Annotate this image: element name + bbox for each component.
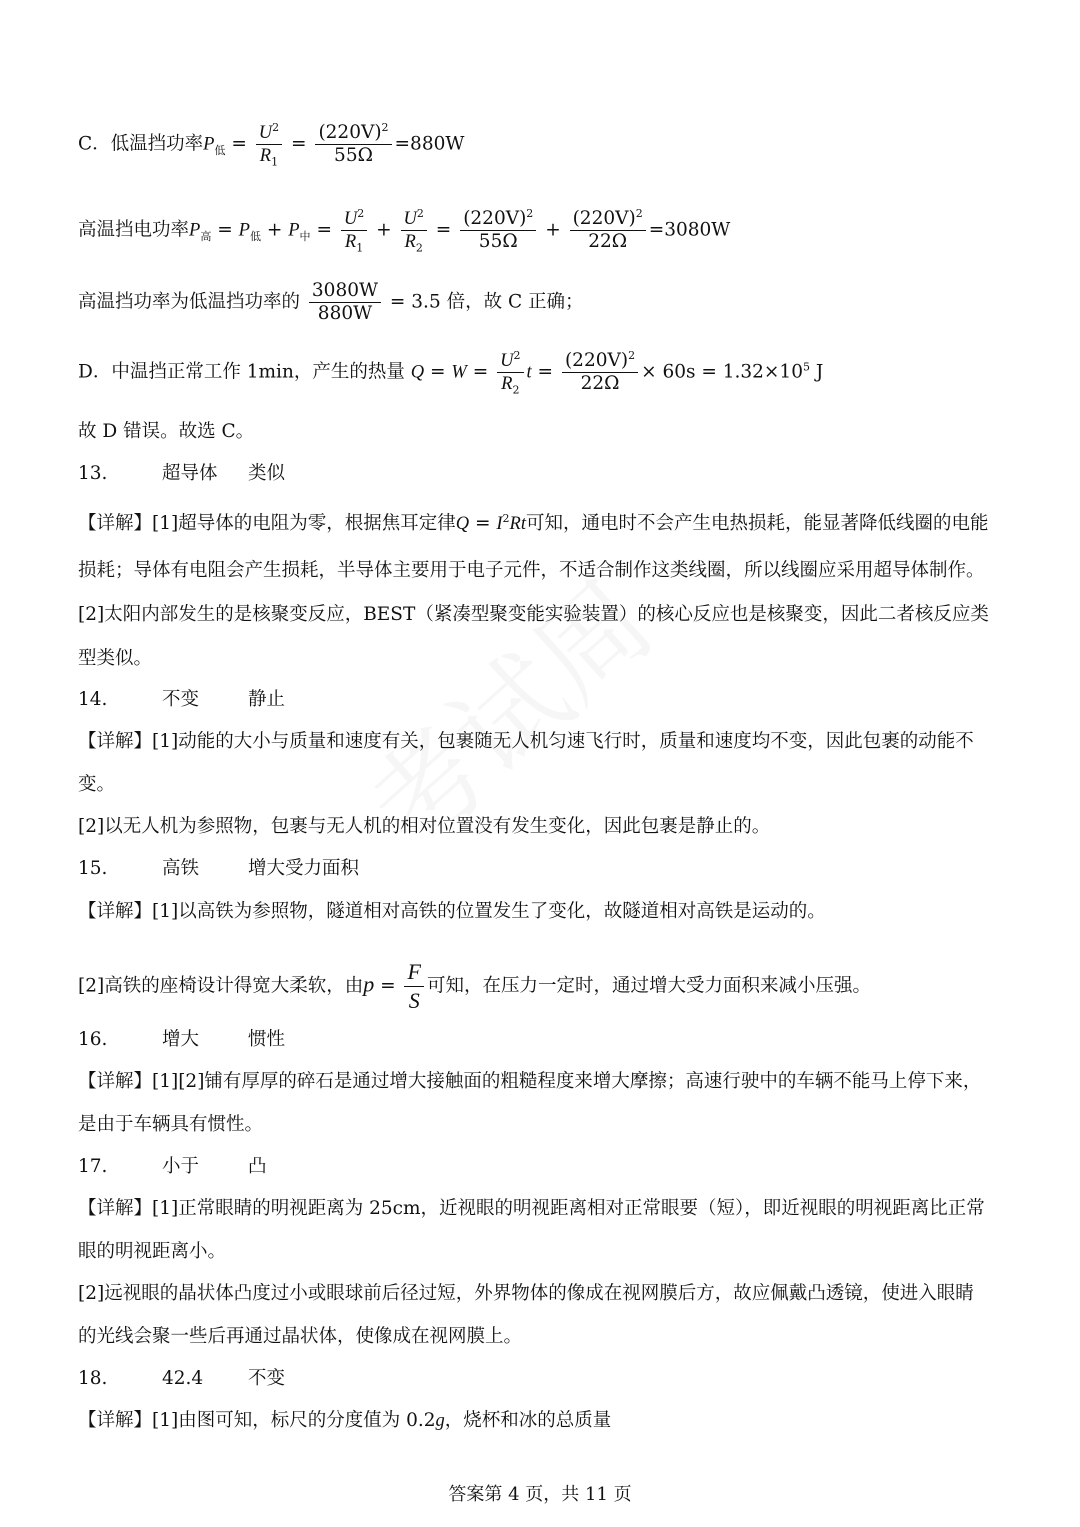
q13-detail-4: 型类似。 — [78, 648, 153, 669]
q15-detail-2: [2]高铁的座椅设计得宽大柔软，由p = $\frac{F}{S}$ 可知，在压力一定时，通过增大受力面积来减小压强。 — [78, 959, 871, 1013]
q13-detail-3: [2]太阳内部发生的是核聚变反应，BEST（紧凑型聚变能实验装置）的核心反应也是核聚变，因此二者核反应类 — [78, 604, 989, 625]
q14-detail-2: 变。 — [78, 774, 116, 795]
q17-answer: 17. 小于 凸 — [78, 1156, 267, 1177]
q14-detail-3: [2]以无人机为参照物，包裹与无人机的相对位置没有发生变化，因此包裹是静止的。 — [78, 816, 771, 837]
q17-detail-3: [2]远视眼的晶状体凸度过小或眼球前后径过短，外界物体的像成在视网膜后方，故应佩戴凸透镜，使进入眼睛 — [78, 1283, 974, 1304]
page-footer: 答案第 4 页，共 11 页 — [448, 1484, 632, 1505]
q14-detail-1: 【详解】[1]动能的大小与质量和速度有关，包裹随无人机匀速飞行时，质量和速度均不变，因此包裹的动能不 — [78, 731, 974, 752]
q13-detail-1: 【详解】[1]超导体的电阻为零，根据焦耳定律$Q = I^2Rt$可知，通电时不会产生电热损耗，能显著降低线圈的电能 — [78, 511, 989, 534]
formula-high-power: 高温挡电功率$P_高 = P_低 + P_中$ = $\frac{U^2}{R_1}$ + $\frac{U^2}{R_2}$ = $\frac{(220V)^2}{55\Omega}$ + $\frac{(220V)^2}{22\Omega}$ =3080W — [78, 206, 731, 255]
q16-detail-2: 是由于车辆具有惯性。 — [78, 1114, 264, 1135]
q13-answer: 13. 超导体 类似 — [78, 463, 286, 484]
q15-answer: 15. 高铁 增大受力面积 — [78, 858, 360, 879]
q18-detail-1: 【详解】[1]由图可知，标尺的分度值为 0.2g，烧杯和冰的总质量 — [78, 1410, 612, 1431]
formula-c-low-power: C．低温挡功率$P_低$ = $\frac{U^2}{R_1}$ = $\frac{(220V)^2}{55\Omega}$ =880W — [78, 120, 465, 169]
q13-detail-2: 损耗；导体有电阻会产生损耗，半导体主要用于电子元件，不适合制作这类线圈，所以线圈应采用超导体制作。 — [78, 560, 985, 581]
q16-detail-1: 【详解】[1][2]铺有厚厚的碎石是通过增大接触面的粗糙程度来增大摩擦；高速行驶中的车辆不能马上停下来， — [78, 1071, 982, 1092]
q17-detail-1: 【详解】[1]正常眼睛的明视距离为 25cm，近视眼的明视距离相对正常眼要（短），即近视眼的明视距离比正常 — [78, 1198, 985, 1219]
d-conclusion: 故 D 错误。故选 C。 — [78, 421, 255, 442]
q16-answer: 16. 增大 惯性 — [78, 1029, 286, 1050]
formula-ratio: 高温挡功率为低温挡功率的 $\frac{3080W}{880W}$ = 3.5 倍，故 C 正确； — [78, 280, 584, 324]
q18-answer: 18. 42.4 不变 — [78, 1368, 286, 1389]
q17-detail-4: 的光线会聚一些后再通过晶状体，使像成在视网膜上。 — [78, 1326, 523, 1347]
q15-detail-1: 【详解】[1]以高铁为参照物，隧道相对高铁的位置发生了变化，故隧道相对高铁是运动的。 — [78, 901, 826, 922]
q17-detail-2: 眼的明视距离小。 — [78, 1241, 227, 1262]
q14-answer: 14. 不变 静止 — [78, 689, 286, 710]
formula-d-heat: D．中温挡正常工作 1min，产生的热量 Q = W = $\frac{U^2}{R_2}$ t = $\frac{(220V)^2}{22\Omega}$ × $60s = 1.32\times 10^5$ J — [78, 348, 824, 397]
